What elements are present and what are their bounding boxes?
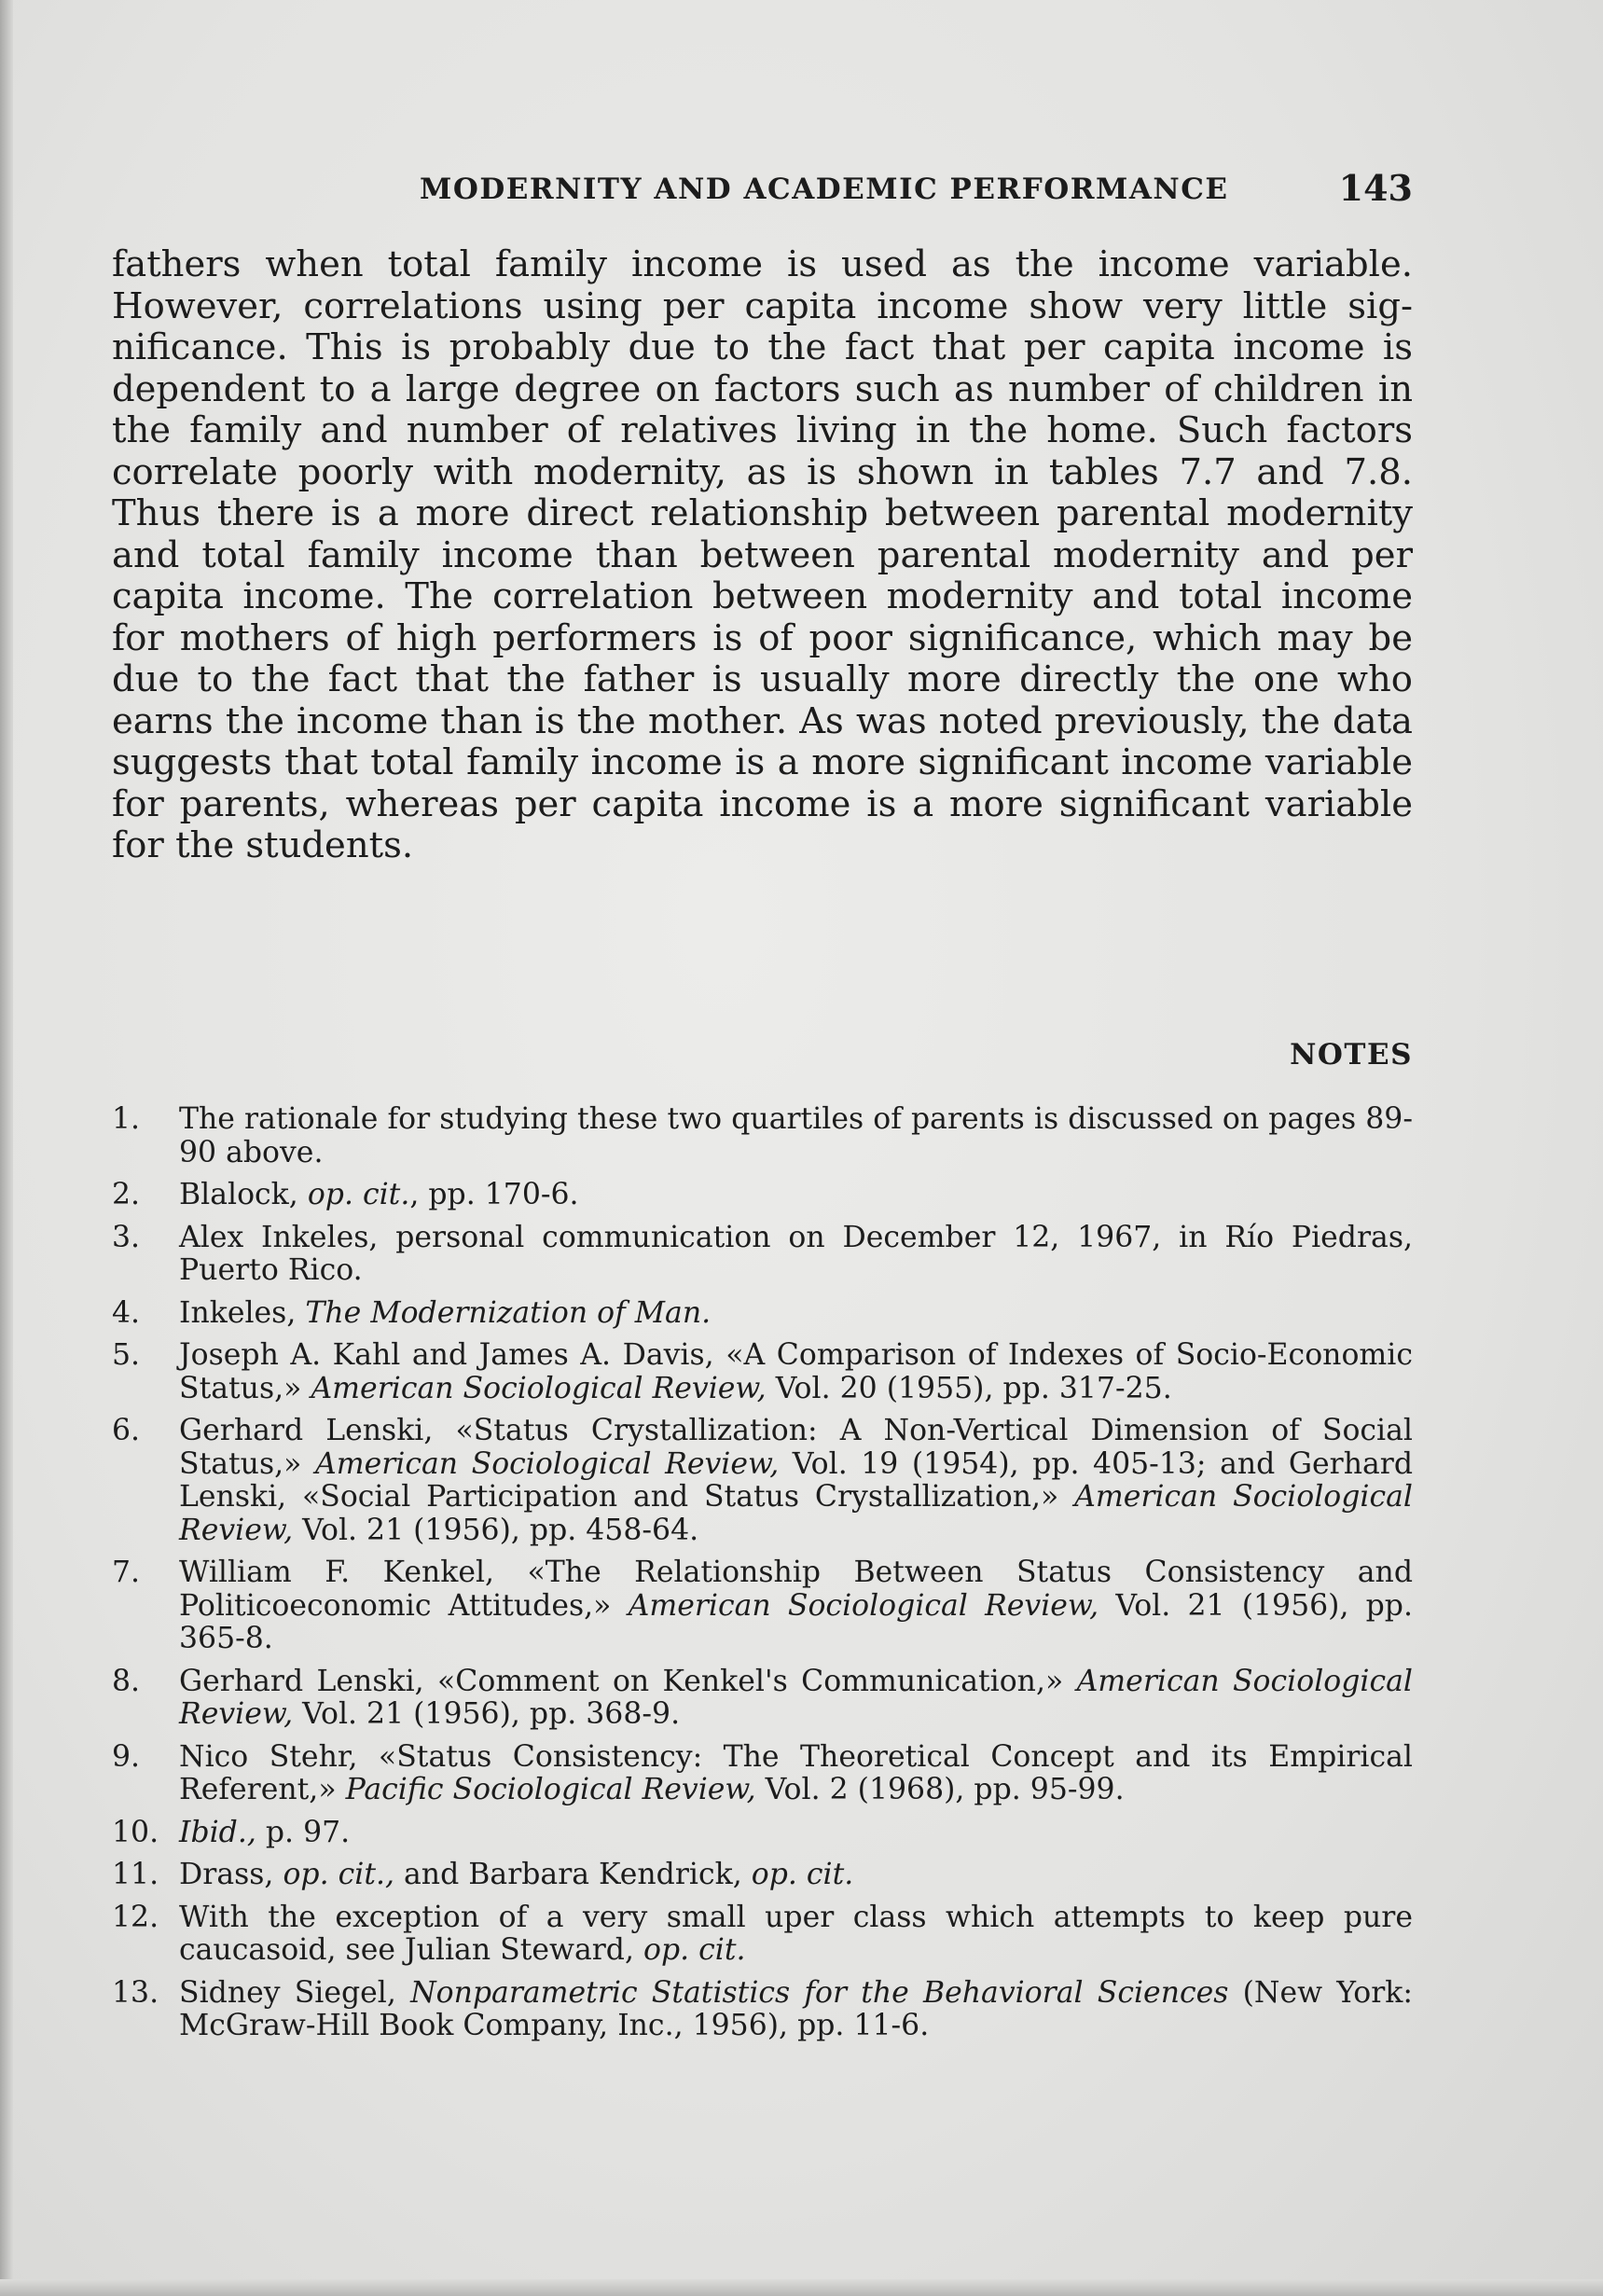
note-text: William F. Kenkel, «The Relationship Between Status Consistency and Politicoeconomic Attitudes,» bbox=[179, 1556, 1413, 1623]
note-text: Vol. 21 (1956), pp. 368-9. bbox=[293, 1697, 681, 1731]
running-title: MODERNITY AND ACADEMIC PERFORMANCE bbox=[420, 173, 1229, 206]
note-text: Vol. 19 (1954), pp. 405-13; and Gerhard Lenski, «Social Participation and Status Crystallization,» bbox=[179, 1446, 1413, 1514]
note-text: Vol. 21 (1956), pp. 458-64. bbox=[293, 1513, 699, 1547]
note-italic: op. cit., bbox=[283, 1858, 395, 1891]
note-item-6 bbox=[112, 1415, 1413, 1547]
note-number: 5. bbox=[112, 1338, 141, 1372]
note-italic: American Sociological Review, bbox=[628, 1588, 1099, 1623]
note-text: Vol. 21 (1956), pp. 365-8. bbox=[179, 1588, 1413, 1655]
note-item-9 bbox=[112, 1741, 1413, 1807]
note-number: 9. bbox=[112, 1739, 141, 1774]
note-italic: op. cit. bbox=[643, 1933, 746, 1967]
notes-heading: NOTES bbox=[1290, 1038, 1413, 1072]
note-italic: Ibid., bbox=[179, 1815, 256, 1849]
running-header bbox=[112, 163, 1413, 219]
note-item-11 bbox=[112, 1859, 1413, 1892]
note-italic: American Sociological Review, bbox=[311, 1371, 767, 1405]
note-italic: Pacific Sociological Review, bbox=[345, 1773, 756, 1806]
note-number: 7. bbox=[112, 1556, 141, 1589]
note-number: 10. bbox=[112, 1815, 159, 1849]
note-item-3 bbox=[112, 1222, 1413, 1288]
note-text: Alex Inkeles, personal communication on December 12, 1967, in Río Piedras, Puerto Rico. bbox=[179, 1220, 1413, 1287]
note-number: 1. bbox=[112, 1102, 141, 1136]
note-item-2 bbox=[112, 1179, 1413, 1212]
note-text: With the exception of a very small uper class which attempts to keep pure caucasoid, see Julian Steward, bbox=[179, 1900, 1413, 1967]
page-bottom-edge bbox=[0, 2279, 1603, 2296]
page-edge-shadow bbox=[0, 0, 13, 2296]
note-text: Vol. 20 (1955), pp. 317-25. bbox=[766, 1371, 1172, 1405]
note-text: Inkeles, bbox=[179, 1295, 306, 1330]
note-item-1 bbox=[112, 1103, 1413, 1169]
note-item-10 bbox=[112, 1817, 1413, 1850]
note-text: Nico Stehr, «Status Consistency: The Theoretical Concept and its Empirical Referent,» bbox=[179, 1739, 1413, 1806]
note-number: 4. bbox=[112, 1295, 141, 1330]
note-italic: op. cit. bbox=[307, 1178, 410, 1211]
note-italic: American Sociological Review, bbox=[179, 1664, 1413, 1731]
note-italic: American Sociological Review, bbox=[314, 1446, 780, 1481]
note-text: p. 97. bbox=[256, 1815, 351, 1849]
note-item-5 bbox=[112, 1339, 1413, 1405]
note-number: 3. bbox=[112, 1220, 141, 1254]
note-text: Gerhard Lenski, «Comment on Kenkel's Communication,» bbox=[179, 1664, 1077, 1698]
note-number: 12. bbox=[112, 1900, 159, 1934]
page-number: 143 bbox=[1338, 167, 1413, 209]
note-text: and Barbara Kendrick, bbox=[394, 1858, 752, 1891]
note-number: 8. bbox=[112, 1664, 141, 1698]
note-text: Blalock, bbox=[179, 1178, 308, 1211]
note-italic: The Modernization of Man. bbox=[305, 1295, 712, 1330]
note-italic: American Sociological Review, bbox=[179, 1480, 1413, 1547]
note-text: Sidney Siegel, bbox=[179, 1975, 411, 2010]
note-number: 11. bbox=[112, 1858, 159, 1891]
note-number: 6. bbox=[112, 1414, 141, 1447]
note-text: , pp. 170-6. bbox=[409, 1178, 579, 1211]
body-paragraph: fathers when total family income is used as the income variable. However, correlations using per capita income show very little significance. This is probably due to the fact that per capita income is dependent to a large degree on factors such as number of children in the family and number of relatives living in the home. Such factors correlate poorly with modernity, as is shown in tables 7.7 and 7.8. Thus there is a more direct relationship between parental modernity and total family income than between parental modernity and per capita income. The correlation between modernity and total income for mothers of high performers is of poor significance, which may be due to the fact that the father is usually more directly the one who earns the income than is the mother. As was noted previously, the data suggests that total family income is a more significant income variable for parents, whereas per capita income is a more significant variable for the students. bbox=[112, 243, 1413, 866]
note-text: (New York: McGraw-Hill Book Company, Inc., 1956), pp. 11-6. bbox=[179, 1975, 1414, 2042]
note-number: 2. bbox=[112, 1178, 141, 1211]
note-text: Joseph A. Kahl and James A. Davis, «A Comparison of Indexes of Socio-Economic Status,» bbox=[179, 1338, 1413, 1405]
note-item-12 bbox=[112, 1902, 1413, 1968]
note-item-13 bbox=[112, 1977, 1413, 2043]
note-text: Vol. 2 (1968), pp. 95-99. bbox=[755, 1773, 1125, 1806]
note-text: The rationale for studying these two quartiles of parents is discussed on pages 89-90 above. bbox=[179, 1102, 1413, 1169]
note-item-8 bbox=[112, 1666, 1413, 1732]
note-italic: op. cit. bbox=[751, 1858, 854, 1891]
note-italic: Nonparametric Statistics for the Behavioral Sciences bbox=[410, 1975, 1229, 2010]
note-number: 13. bbox=[112, 1975, 159, 2010]
note-item-7 bbox=[112, 1556, 1413, 1656]
note-text: Drass, bbox=[179, 1858, 283, 1891]
notes-list bbox=[112, 1103, 1413, 2053]
note-text: Gerhard Lenski, «Status Crystallization: A Non-Vertical Dimension of Social Status,» bbox=[179, 1414, 1413, 1481]
note-item-4 bbox=[112, 1297, 1413, 1331]
